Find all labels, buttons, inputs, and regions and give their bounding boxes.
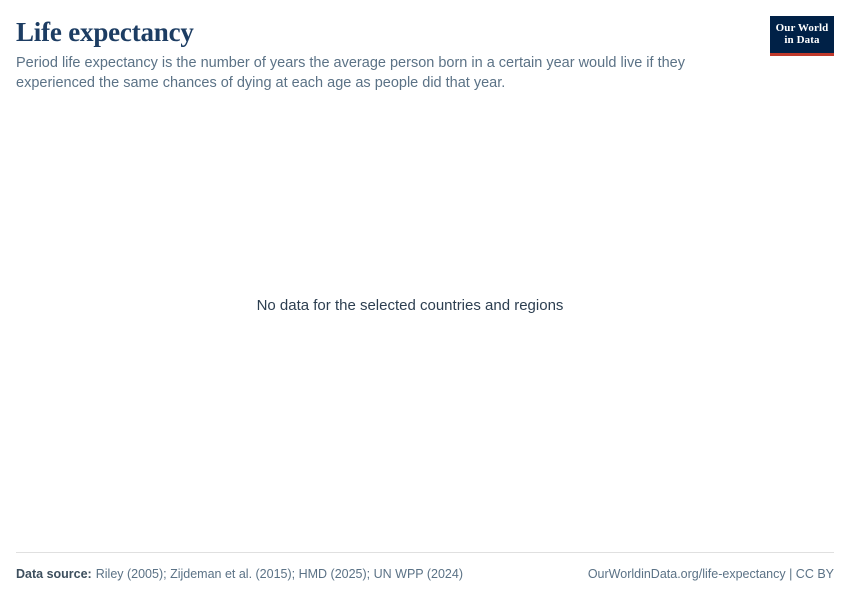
owid-logo[interactable] — [770, 16, 834, 56]
chart-header — [16, 16, 834, 93]
data-source — [16, 567, 463, 581]
chart-subtitle: Period life expectancy is the number of years the average person born in a certain year would live if they experienced the same chances of dying at each age as people did that year. — [16, 55, 685, 91]
logo-line-2: in Data — [784, 34, 820, 46]
data-source-value: Riley (2005); Zijdeman et al. (2015); HMD (2025); UN WPP (2024) — [95, 566, 464, 581]
page-title: Life expectancy — [16, 17, 194, 47]
chart-footer — [16, 552, 834, 584]
chart-plot-area — [16, 96, 834, 542]
attribution-link[interactable]: OurWorldinData.org/life-expectancy | CC BY — [587, 566, 834, 581]
logo-line-1: Our World — [775, 21, 829, 34]
data-source-label: Data source: — [16, 566, 92, 581]
no-data-message: No data for the selected countries and regions — [256, 296, 564, 314]
